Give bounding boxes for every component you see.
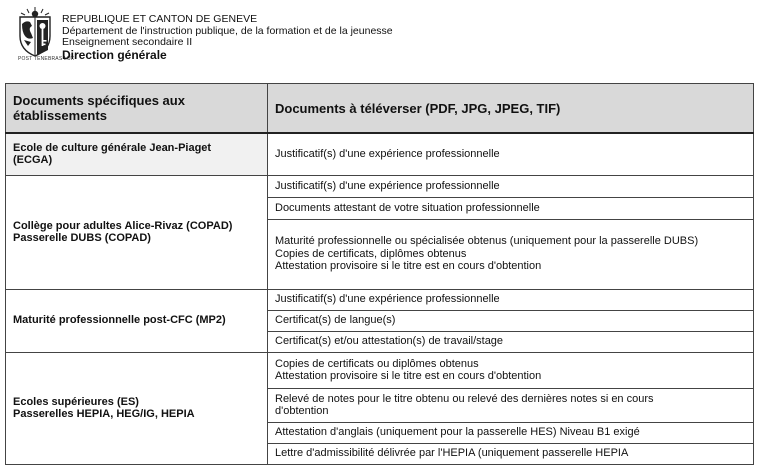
table-row — [6, 133, 754, 175]
documents-table — [5, 83, 754, 465]
col-header-institutions: Documents spécifiques aux établissements — [6, 84, 268, 134]
document-cell: Certificat(s) et/ou attestation(s) de travail/stage — [268, 331, 754, 352]
document-cell: Attestation d'anglais (uniquement pour la passerelle HES) Niveau B1 exigé — [268, 422, 754, 443]
document-cell: Maturité professionnelle ou spécialisée obtenus (uniquement pour la passerelle DUBS) Copies de certificats, diplômes obtenus Attestation provisoire si le titre est en cours d'obtention — [268, 219, 754, 289]
table-row — [6, 289, 754, 310]
header-line-service: Enseignement secondaire II — [62, 36, 193, 48]
letterhead-text — [62, 14, 482, 62]
header-line-direction: Direction générale — [62, 47, 167, 62]
institution-copad: Collège pour adultes Alice-Rivaz (COPAD) Passerelle DUBS (COPAD) — [6, 175, 268, 289]
document-cell: Certificat(s) de langue(s) — [268, 310, 754, 331]
table-row — [6, 352, 754, 388]
document-cell: Documents attestant de votre situation professionnelle — [268, 197, 754, 219]
col-header-documents: Documents à téléverser (PDF, JPG, JPEG, TIF) — [268, 84, 754, 134]
header-line-department: Département de l'instruction publique, de la formation et de la jeunesse — [62, 24, 393, 37]
document-cell: Justificatif(s) d'une expérience professionnelle — [268, 289, 754, 310]
document-cell: Copies de certificats ou diplômes obtenus Attestation provisoire si le titre est en cours d'obtention — [268, 352, 754, 388]
document-cell: Lettre d'admissibilité délivrée par l'HEPIA (uniquement passerelle HEPIA — [268, 443, 754, 464]
institution-es-hepia: Ecoles supérieures (ES) Passerelles HEPIA, HEG/IG, HEPIA — [6, 352, 268, 464]
table-row — [6, 175, 754, 197]
institution-mp2: Maturité professionnelle post-CFC (MP2) — [6, 289, 268, 352]
table-header-row — [6, 84, 754, 134]
institution-ecga: Ecole de culture générale Jean-Piaget (ECGA) — [6, 133, 268, 175]
geneva-coat-of-arms-icon — [16, 6, 54, 62]
motto: POST TENEBRAS LUX — [18, 56, 75, 62]
header-line-canton: REPUBLIQUE ET CANTON DE GENEVE — [62, 13, 258, 25]
document-cell: Justificatif(s) d'une expérience professionnelle — [268, 133, 754, 175]
document-cell: Relevé de notes pour le titre obtenu ou relevé des dernières notes si en cours d'obtention — [268, 388, 754, 422]
document-cell: Justificatif(s) d'une expérience professionnelle — [268, 175, 754, 197]
